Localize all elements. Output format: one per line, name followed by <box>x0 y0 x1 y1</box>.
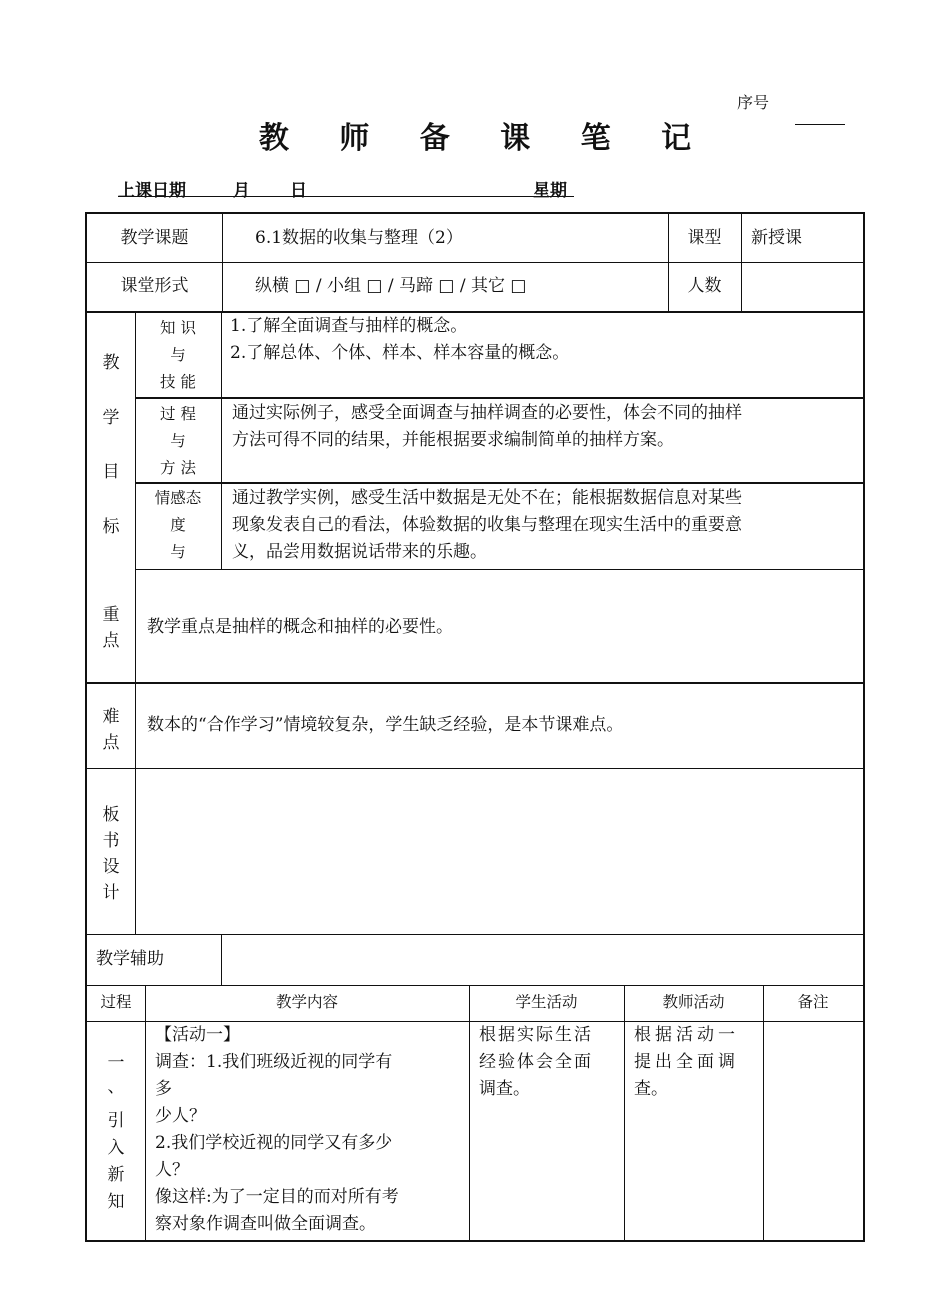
student-activity-line: 根据实际生活 <box>479 1025 593 1045</box>
process-method-line: 方法可得不同的结果，并能根据要求编制简单的抽样方案。 <box>232 430 674 450</box>
date-row <box>118 176 578 201</box>
stage-label-char: 一 <box>107 1053 125 1073</box>
topic-value: 6.1数据的收集与整理（2） <box>255 228 463 248</box>
content-line: 察对象作调查叫做全面调查。 <box>155 1214 376 1234</box>
day-label: 日 <box>290 181 307 201</box>
column-header: 教学内容 <box>275 993 338 1011</box>
stage-label-char: 、 <box>107 1077 125 1097</box>
col-divider <box>221 934 222 985</box>
objectives-label-char: 标 <box>102 517 120 537</box>
row-divider <box>135 482 863 484</box>
stage-label-char: 知 <box>107 1192 125 1212</box>
lesson-plan-table <box>85 212 865 1242</box>
weekday-label: 星期 <box>533 181 567 201</box>
col-divider <box>221 311 222 569</box>
month-label: 月 <box>233 181 250 201</box>
content-line: 2.我们学校近视的同学又有多少 <box>155 1133 393 1153</box>
row-divider <box>135 397 863 399</box>
row-divider <box>87 682 863 684</box>
stage-label-char: 引 <box>107 1111 125 1131</box>
page-title: 教 师 备 课 笔 记 <box>258 121 712 156</box>
serial-number-label: 序号 <box>737 93 770 112</box>
board-design-label-char: 设 <box>102 857 120 877</box>
emotion-attitude-line: 现象发表自己的看法，体验数据的收集与整理在现实生活中的重要意 <box>232 515 742 535</box>
knowledge-line: 2.了解总体、个体、样本、样本容量的概念。 <box>230 343 570 363</box>
row-divider <box>87 262 863 263</box>
objectives-label-char: 目 <box>102 462 120 482</box>
row-divider <box>87 934 863 935</box>
date-label: 上课日期 <box>118 181 186 201</box>
emotion-attitude-label: 情感态 <box>154 489 202 507</box>
difficulty-label-char: 点 <box>102 733 120 753</box>
col-divider <box>469 985 470 1242</box>
content-line: 像这样:为了一定目的而对所有考 <box>155 1187 399 1207</box>
teacher-activity-line: 提出全面调 <box>634 1052 739 1072</box>
col-divider <box>624 985 625 1242</box>
column-header: 学生活动 <box>515 993 578 1011</box>
col-divider <box>741 214 742 311</box>
emotion-attitude-label: 与 <box>170 543 186 561</box>
row-divider <box>87 985 863 986</box>
process-method-label: 过 程 <box>160 405 196 423</box>
row-divider <box>87 311 863 313</box>
lesson-type-value: 新授课 <box>751 228 802 248</box>
key-point-text: 教学重点是抽样的概念和抽样的必要性。 <box>147 617 453 637</box>
process-method-label: 方 法 <box>160 459 196 477</box>
key-point-label-char: 重 <box>102 605 120 625</box>
knowledge-label: 与 <box>170 346 186 364</box>
student-count-label: 人数 <box>687 276 722 296</box>
column-header: 过程 <box>100 993 132 1011</box>
key-point-label-char: 点 <box>102 631 120 651</box>
content-line: 调查：1.我们班级近视的同学有 <box>155 1052 393 1072</box>
class-format-options: 纵横 □ / 小组 □ / 马蹄 □ / 其它 □ <box>255 276 527 296</box>
knowledge-label: 技 能 <box>160 373 196 391</box>
teacher-activity-line: 查。 <box>634 1079 668 1099</box>
teaching-aids-label: 教学辅助 <box>96 949 164 969</box>
emotion-attitude-line: 义，品尝用数据说话带来的乐趣。 <box>232 542 487 562</box>
knowledge-line: 1.了解全面调查与抽样的概念。 <box>230 316 468 336</box>
row-divider <box>135 569 863 570</box>
content-line: 【活动一】 <box>155 1025 240 1045</box>
board-design-label-char: 板 <box>102 805 120 825</box>
col-divider <box>222 214 223 262</box>
lesson-type-label: 课型 <box>687 228 722 248</box>
board-design-label-char: 计 <box>102 883 120 903</box>
board-design-label-char: 书 <box>102 831 120 851</box>
student-activity-line: 调查。 <box>479 1079 530 1099</box>
content-line: 多 <box>155 1079 172 1099</box>
col-divider <box>763 985 764 1242</box>
col-divider <box>145 985 146 1242</box>
objectives-label-char: 学 <box>102 408 120 428</box>
knowledge-label: 知 识 <box>160 319 196 337</box>
row-divider <box>87 768 863 769</box>
stage-label-char: 入 <box>107 1138 125 1158</box>
col-divider <box>222 262 223 311</box>
date-underline <box>118 196 574 197</box>
content-line: 少人？ <box>155 1106 206 1126</box>
column-header: 备注 <box>797 993 829 1011</box>
stage-label-char: 新 <box>107 1165 125 1185</box>
student-activity-line: 经验体会全面 <box>479 1052 593 1072</box>
process-method-line: 通过实际例子，感受全面调查与抽样调查的必要性，体会不同的抽样 <box>232 403 742 423</box>
objectives-label-char: 教 <box>102 353 120 373</box>
topic-label: 教学课题 <box>120 228 189 248</box>
difficulty-text: 数本的“合作学习”情境较复杂，学生缺乏经验，是本节课难点。 <box>147 715 624 735</box>
content-line: 人？ <box>155 1160 189 1180</box>
difficulty-label-char: 难 <box>102 707 120 727</box>
emotion-attitude-label: 度 <box>170 516 186 534</box>
process-method-label: 与 <box>170 432 186 450</box>
class-format-label: 课堂形式 <box>120 276 189 296</box>
column-header: 教师活动 <box>662 993 725 1011</box>
teacher-activity-line: 根据活动一 <box>634 1025 739 1045</box>
emotion-attitude-line: 通过教学实例，感受生活中数据是无处不在；能根据数据信息对某些 <box>232 488 742 508</box>
